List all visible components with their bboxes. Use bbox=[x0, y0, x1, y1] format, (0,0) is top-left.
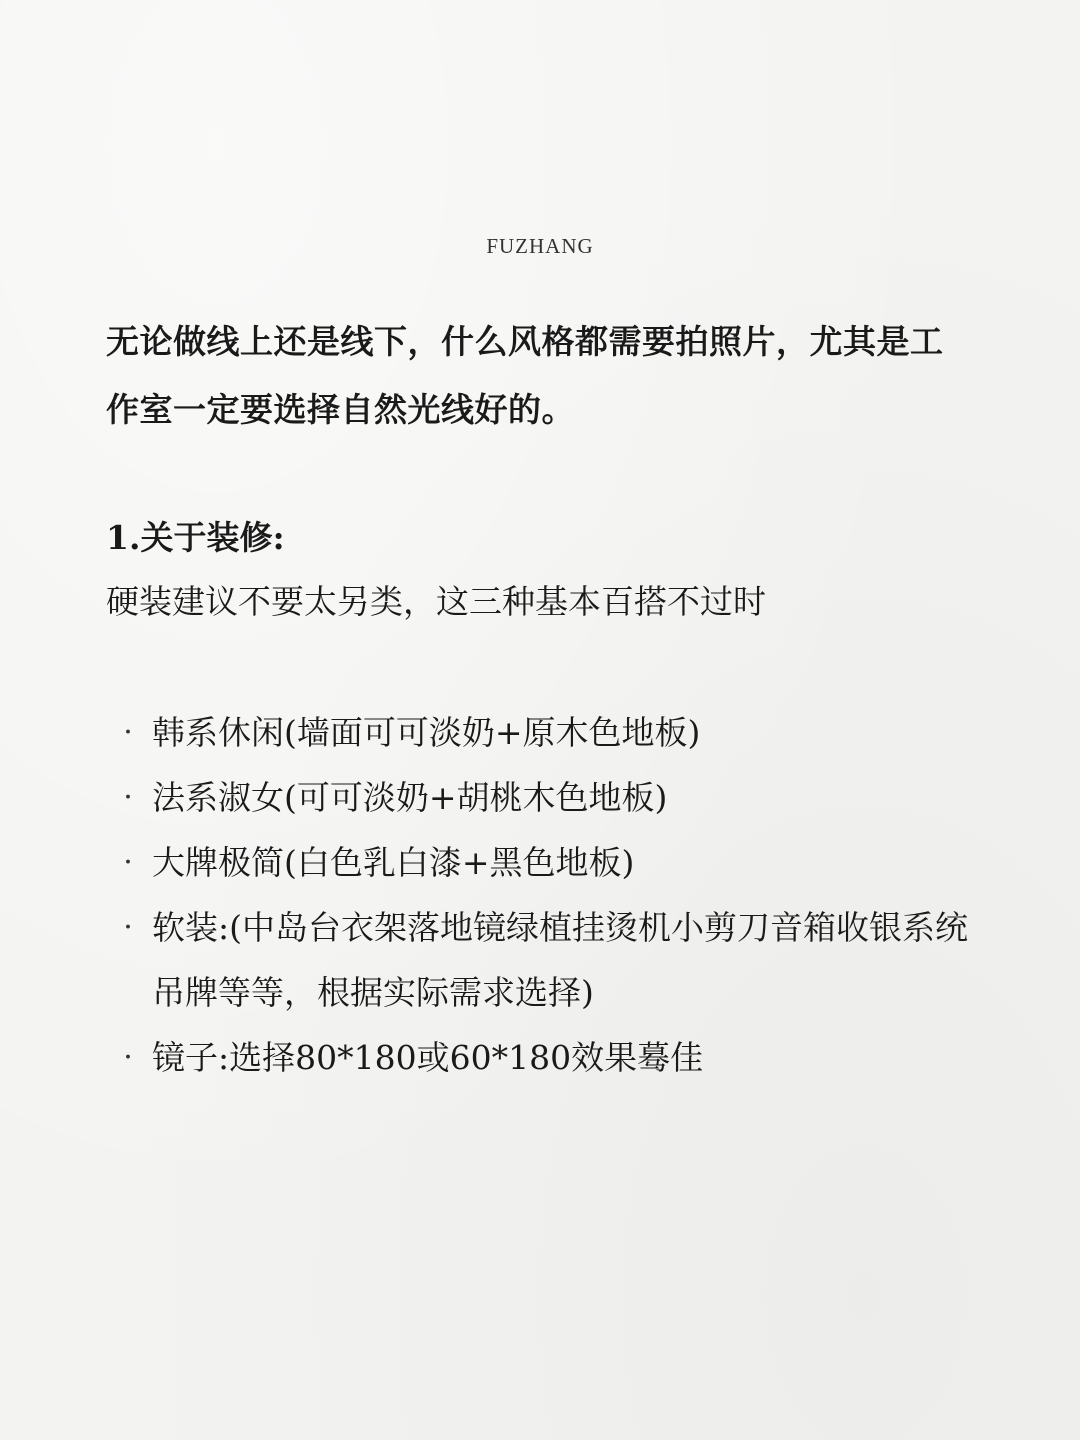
section-heading: 1.关于装修: bbox=[106, 518, 285, 557]
bullet-dot-icon: · bbox=[123, 715, 133, 750]
list-item-text: 韩系休闲(墙面可可淡奶+原木色地板) bbox=[152, 713, 701, 752]
list-item bbox=[118, 830, 988, 895]
list-item-text: 大牌极简(白色乳白漆+黑色地板) bbox=[152, 843, 635, 882]
list-item-text: 法系淑女(可可淡奶+胡桃木色地板) bbox=[152, 778, 668, 817]
list-item-text: 镜子:选择80*180或60*180效果蓦佳 bbox=[152, 1038, 704, 1077]
intro-paragraph: 无论做线上还是线下，什么风格都需要拍照片，尤其是工作室一定要选择自然光线好的。 bbox=[106, 322, 944, 429]
list-item bbox=[118, 895, 988, 1025]
section-subtitle: 硬装建议不要太另类，这三种基本百搭不过时 bbox=[106, 582, 766, 621]
list-item bbox=[118, 1025, 988, 1090]
bullet-list bbox=[118, 700, 988, 1090]
bullet-dot-icon: · bbox=[123, 780, 133, 815]
bullet-dot-icon: · bbox=[123, 910, 133, 945]
bullet-dot-icon: · bbox=[123, 845, 133, 880]
brand-label: FUZHANG bbox=[486, 234, 594, 258]
list-item bbox=[118, 700, 988, 765]
bullet-dot-icon: · bbox=[123, 1040, 133, 1075]
list-item bbox=[118, 765, 988, 830]
list-item-text: 软装:(中岛台衣架落地镜绿植挂烫机小剪刀音箱收银系统吊牌等等，根据实际需求选择) bbox=[152, 908, 968, 1012]
